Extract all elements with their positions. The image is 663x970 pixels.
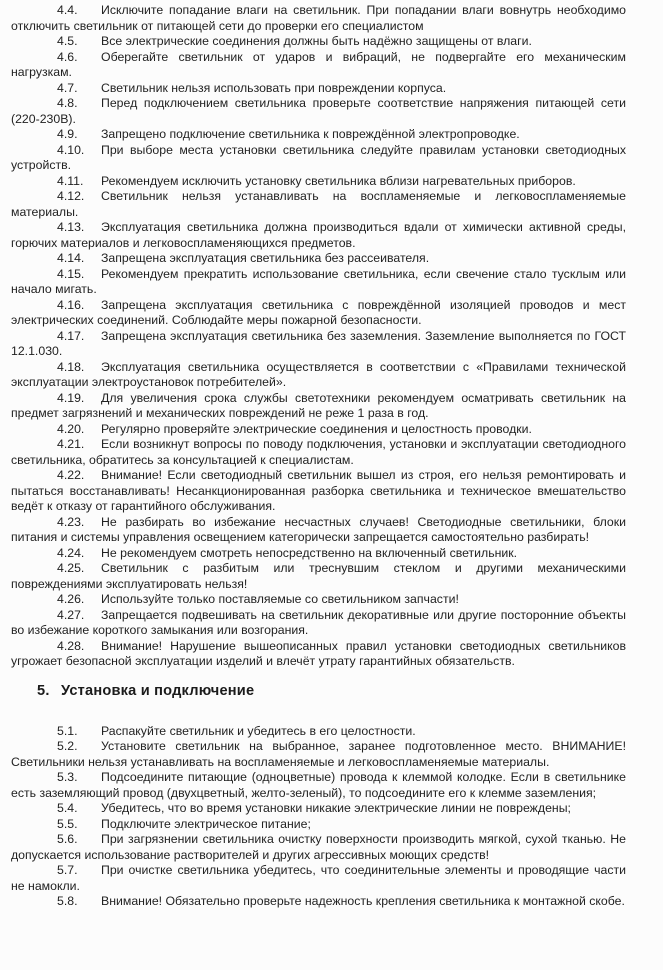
clause-number: 4.19. (57, 390, 85, 405)
clause-paragraph (11, 189, 626, 220)
section-5-heading-number: 5. (37, 682, 50, 699)
clause-number: 4.8. (57, 96, 78, 110)
clause-paragraph (11, 863, 626, 894)
clause-paragraph (11, 770, 626, 801)
clause-text: При очистке светильника убедитесь, что соединительные элементы и проводящие части не намокли. (11, 863, 626, 893)
clause-text: Запрещена эксплуатация светильника без рассеивателя. (101, 251, 430, 265)
clause-text: Исключите попадание влаги на светильник. При попадании влаги вовнутрь необходимо отключить светильник от питающей сети до проверки его специалистом (11, 3, 626, 33)
clause-paragraph (11, 34, 626, 50)
clause-paragraph (11, 220, 626, 251)
clause-text: При выборе места установки светильника следуйте правилам установки светодиодных устройств. (11, 142, 626, 172)
clause-number: 4.11. (57, 173, 84, 188)
clause-number: 4.13. (57, 220, 85, 234)
clause-number: 4.23. (57, 514, 85, 529)
clause-text: Распакуйте светильник и убедитесь в его целостности. (101, 723, 416, 738)
section-5-installation-clauses (11, 724, 626, 910)
clause-paragraph (11, 468, 626, 515)
clause-number: 5.2. (57, 739, 78, 753)
clause-paragraph (11, 817, 626, 833)
clause-paragraph (11, 515, 626, 546)
section-5-heading-text: Установка и подключение (61, 682, 255, 699)
clause-number: 4.25. (57, 561, 85, 575)
section-4-safety-clauses (11, 3, 626, 670)
clause-text: Светильник нельзя использовать при повреждении корпуса. (101, 80, 447, 95)
clause-paragraph (11, 251, 626, 267)
clause-paragraph (11, 546, 626, 562)
clause-number: 5.4. (57, 801, 78, 815)
clause-paragraph (11, 127, 626, 143)
clause-number: 4.14. (57, 251, 85, 265)
clause-text: Рекомендуем исключить установку светильника вблизи нагревательных приборов. (101, 173, 576, 188)
clause-text: Запрещается подвешивать на светильник декоративные или другие посторонние объекты во избежание короткого замыкания или возгорания. (11, 607, 626, 637)
clause-number: 4.7. (57, 80, 78, 95)
clause-paragraph (11, 894, 626, 910)
clause-text: Подсоедините питающие (одноцветные) провода к клеммой колодке. Если в светильнике есть заземляющий провод (двухцветный, желто-зеленый), то подсоедините его к клемме заземления; (11, 770, 626, 800)
clause-text: Все электрические соединения должны быть надёжно защищены от влаги. (101, 34, 532, 48)
clause-text: Внимание! Если светодиодный светильник вышел из строя, его нельзя ремонтировать и пытаться восстанавливать! Несанкционированная разборка светильника и техническое вмешательство ведёт к отказу от гарантийного обслуживания. (11, 468, 626, 513)
clause-number: 4.18. (57, 359, 85, 374)
clause-text: Светильник нельзя устанавливать на воспламеняемые и легковоспламеняемые материалы. (11, 189, 626, 219)
clause-text: Оберегайте светильник от ударов и вибраций, не подвергайте его механическим нагрузкам. (11, 49, 626, 79)
clause-number: 5.5. (57, 816, 78, 831)
clause-text: Эксплуатация светильника должна производиться вдали от химически активной среды, горючих материалов и легковоспламеняющихся предметов. (11, 220, 626, 250)
clause-text: Регулярно проверяйте электрические соединения и целостность проводки. (101, 421, 532, 436)
clause-number: 5.1. (57, 723, 78, 738)
clause-text: Используйте только поставляемые со светильником запчасти! (101, 592, 459, 606)
clause-paragraph (11, 174, 626, 190)
clause-paragraph (11, 81, 626, 97)
clause-text: При загрязнении светильника очистку поверхности производить мягкой, сухой тканью. Не допускается использование растворителей и других агрессивных моющих средств! (11, 832, 626, 862)
clause-number: 5.6. (57, 832, 78, 846)
clause-paragraph (11, 592, 626, 608)
clause-number: 4.16. (57, 297, 85, 312)
clause-paragraph (11, 298, 626, 329)
clause-text: Светильник с разбитым или треснувшим стеклом и другими механическими повреждениями эксплуатировать нельзя! (11, 561, 626, 591)
clause-text: Внимание! Нарушение вышеописанных правил установки светодиодных светильников угрожает безопасной эксплуатации изделий и влечёт утрату гарантийных обязательств. (11, 638, 626, 668)
clause-text: Установите светильник на выбранное, заранее подготовленное место. ВНИМАНИЕ! Светильники нельзя устанавливать на воспламеняемые и легковоспламеняемые материалы. (11, 739, 626, 769)
clause-paragraph (11, 360, 626, 391)
clause-paragraph (11, 561, 626, 592)
clause-paragraph (11, 96, 626, 127)
clause-number: 4.12. (57, 189, 85, 203)
clause-paragraph (11, 50, 626, 81)
clause-number: 4.10. (57, 142, 85, 157)
clause-paragraph (11, 391, 626, 422)
clause-number: 4.4. (57, 3, 78, 17)
clause-text: Запрещено подключение светильника к повреждённой электропроводке. (101, 127, 520, 141)
clause-number: 4.24. (57, 545, 85, 560)
clause-paragraph (11, 832, 626, 863)
clause-text: Эксплуатация светильника осуществляется в соответствии с «Правилами технической эксплуатации электроустановок потребителей». (11, 359, 626, 389)
clause-paragraph (11, 739, 626, 770)
clause-text: Рекомендуем прекратить использование светильника, если свечение стало тусклым или начало мигать. (11, 266, 626, 296)
clause-text: Запрещена эксплуатация светильника с повреждённой изоляцией проводов и мест электрических соединений. Соблюдайте меры пожарной безопасности. (11, 297, 626, 327)
clause-number: 5.3. (57, 770, 78, 784)
clause-text: Внимание! Обязательно проверьте надежность крепления светильника к монтажной скобе. (101, 894, 625, 908)
clause-paragraph (11, 422, 626, 438)
clause-number: 5.7. (57, 863, 78, 877)
clause-number: 4.20. (57, 421, 85, 436)
clause-paragraph (11, 437, 626, 468)
clause-number: 5.8. (57, 894, 78, 908)
clause-number: 4.17. (57, 328, 85, 343)
clause-paragraph (11, 143, 626, 174)
clause-text: Не рекомендуем смотреть непосредственно на включенный светильник. (101, 545, 518, 560)
clause-paragraph (11, 639, 626, 670)
clause-number: 4.15. (57, 266, 85, 281)
clause-text: Убедитесь, что во время установки никакие электрические линии не повреждены; (101, 801, 571, 815)
clause-text: Для увеличения срока службы светотехники рекомендуем осматривать светильник на предмет загрязнений и механических повреждений не реже 1 раза в год. (11, 390, 626, 420)
clause-text: Подключите электрическое питание; (101, 816, 311, 831)
clause-paragraph (11, 608, 626, 639)
clause-text: Не разбирать во избежание несчастных случаев! Светодиодные светильники, блоки питания и системы управления освещением категорически запрещается самостоятельно разбирать! (11, 514, 626, 544)
clause-paragraph (11, 329, 626, 360)
clause-paragraph (11, 3, 626, 34)
clause-number: 4.21. (57, 437, 85, 451)
clause-text: Перед подключением светильника проверьте соответствие напряжения питающей сети (220-230В). (11, 96, 626, 126)
clause-number: 4.27. (57, 607, 85, 622)
clause-number: 4.22. (57, 468, 85, 482)
clause-text: Запрещена эксплуатация светильника без заземления. Заземление выполняется по ГОСТ 12.1.030. (11, 328, 626, 358)
clause-number: 4.5. (57, 34, 78, 48)
clause-paragraph (11, 267, 626, 298)
clause-number: 4.26. (57, 592, 85, 606)
clause-number: 4.6. (57, 49, 78, 64)
clause-text: Если возникнут вопросы по поводу подключения, установки и эксплуатации светодиодного светильника, обратитесь за консультацией к специалистам. (11, 437, 626, 467)
clause-paragraph (11, 801, 626, 817)
clause-number: 4.28. (57, 638, 85, 653)
section-5-heading (11, 682, 626, 700)
clause-number: 4.9. (57, 127, 78, 141)
clause-paragraph (11, 724, 626, 740)
